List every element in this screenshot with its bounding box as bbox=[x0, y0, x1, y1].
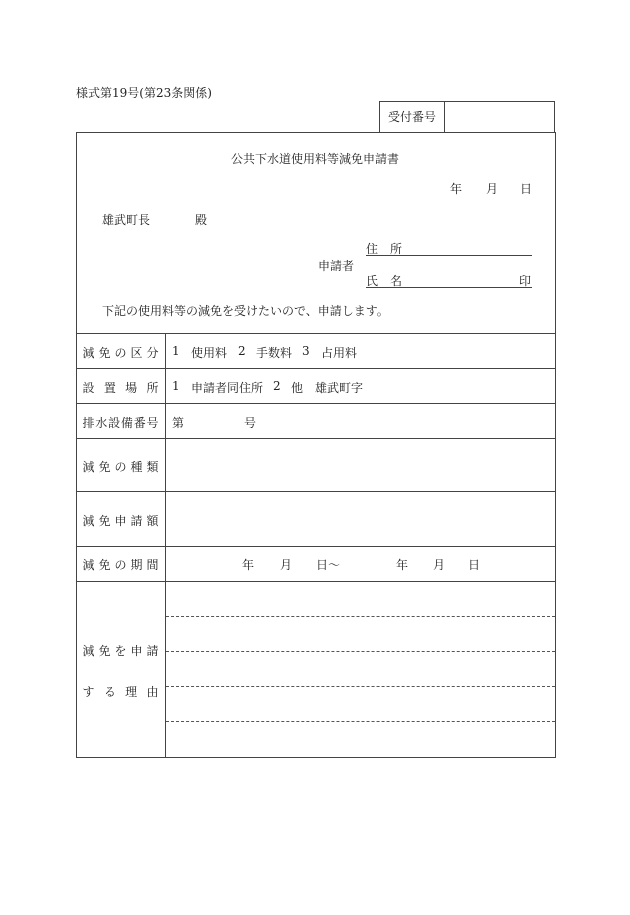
divider bbox=[76, 491, 556, 492]
divider bbox=[76, 333, 556, 334]
drainage-number-suffix: 号 bbox=[244, 416, 257, 430]
reason-line bbox=[166, 616, 555, 617]
applicant-label: 申請者 bbox=[318, 259, 355, 273]
honorific: 殿 bbox=[195, 213, 208, 227]
request-statement: 下記の使用料等の減免を受けたいので、申請します。 bbox=[102, 304, 389, 318]
period-from-year-label: 年 bbox=[242, 558, 255, 572]
exemption-period-row-label: 減 免 の 期 間 bbox=[82, 558, 159, 572]
period-to-month-label: 月 bbox=[433, 558, 446, 572]
period-to-day-label: 日 bbox=[468, 558, 481, 572]
receipt-number-label: 受付番号 bbox=[380, 102, 445, 133]
drainage-number-row-label: 排 水 設 備 番 号 bbox=[82, 416, 159, 430]
location-option-2-number: 2 bbox=[273, 379, 281, 393]
category-row-label: 減 免 の 区 分 bbox=[82, 346, 159, 360]
divider bbox=[76, 368, 556, 369]
reason-line bbox=[166, 651, 555, 652]
reason-row-label-line1: 減 免 を 申 請 bbox=[82, 644, 159, 658]
period-to-year-label: 年 bbox=[396, 558, 409, 572]
location-option-other[interactable]: 他 bbox=[291, 381, 304, 395]
category-option-2-number: 2 bbox=[238, 344, 246, 358]
date-year-label: 年 bbox=[450, 182, 463, 196]
category-option-3-number: 3 bbox=[302, 344, 310, 358]
reason-row-label-line2: す る 理 由 bbox=[82, 685, 159, 699]
exemption-type-row-label: 減 免 の 種 類 bbox=[82, 460, 159, 474]
location-option-1-number: 1 bbox=[172, 379, 180, 393]
category-option-occupancy-fee[interactable]: 占用料 bbox=[321, 346, 358, 360]
category-option-handling-fee[interactable]: 手数料 bbox=[256, 346, 293, 360]
name-underline bbox=[366, 287, 532, 288]
divider bbox=[76, 403, 556, 404]
period-from-day-label: 日〜 bbox=[316, 558, 341, 572]
reason-line bbox=[166, 686, 555, 687]
form-number: 様式第19号(第23条関係) bbox=[76, 86, 212, 100]
receipt-number-box bbox=[379, 101, 555, 133]
category-option-usage-fee[interactable]: 使用料 bbox=[191, 346, 228, 360]
date-day-label: 日 bbox=[520, 182, 533, 196]
date-month-label: 月 bbox=[486, 182, 499, 196]
location-other-text[interactable]: 雄武町字 bbox=[315, 381, 364, 395]
exemption-amount-row-label: 減 免 申 請 額 bbox=[82, 514, 159, 528]
label-column-divider bbox=[165, 333, 166, 757]
name-label: 氏 名 bbox=[366, 274, 403, 288]
divider bbox=[76, 438, 556, 439]
address-underline bbox=[366, 255, 532, 256]
document-title: 公共下水道使用料等減免申請書 bbox=[230, 152, 399, 166]
divider bbox=[76, 581, 556, 582]
location-row-label: 設 置 場 所 bbox=[82, 381, 159, 395]
reason-line bbox=[166, 721, 555, 722]
address-label: 住 所 bbox=[366, 242, 403, 256]
seal-mark: 印 bbox=[519, 274, 532, 288]
drainage-number-prefix: 第 bbox=[172, 416, 185, 430]
addressee: 雄武町長 bbox=[102, 213, 151, 227]
category-option-1-number: 1 bbox=[172, 344, 180, 358]
divider bbox=[76, 546, 556, 547]
period-from-month-label: 月 bbox=[280, 558, 293, 572]
location-option-same-address[interactable]: 申請者同住所 bbox=[191, 381, 264, 395]
